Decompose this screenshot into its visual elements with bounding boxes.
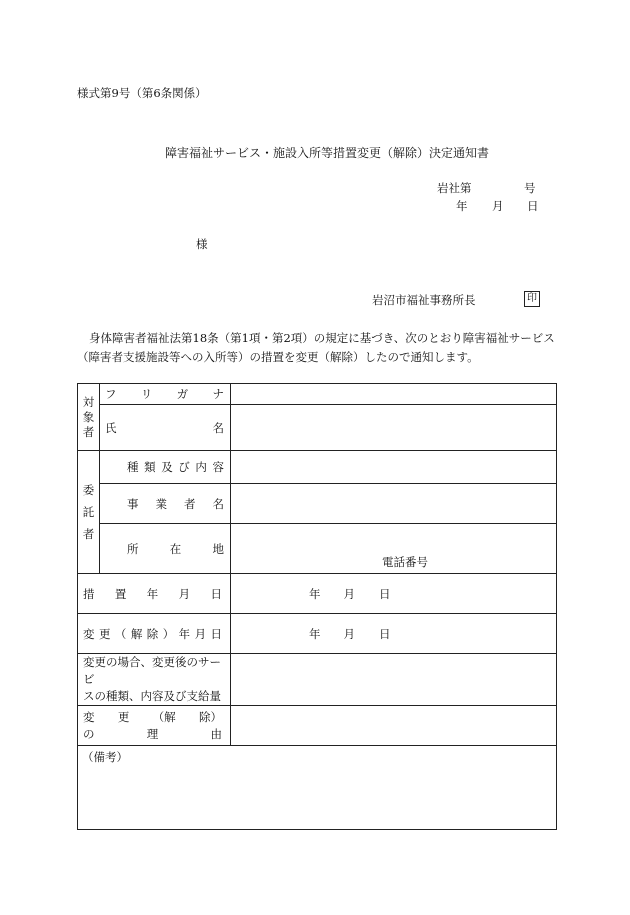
address-label: 所 在 地 — [100, 524, 231, 574]
addressee-suffix: 様 — [196, 237, 208, 251]
notice-form-table — [77, 383, 557, 830]
remarks-label: （備考） — [82, 750, 128, 764]
after-change-value[interactable] — [231, 654, 557, 706]
doc-number-suffix: 号 — [524, 181, 536, 195]
body-line-2: （障害者支援施設等への入所等）の措置を変更（解除）したので通知します。 — [77, 350, 479, 364]
doc-number-prefix: 岩社第 — [437, 181, 472, 195]
reason-value[interactable] — [231, 706, 557, 746]
after-change-label: 変更の場合、変更後のサービ スの種類、内容及び支給量 — [78, 654, 231, 706]
document-title: 障害福祉サービス・施設入所等措置変更（解除）決定通知書 — [165, 146, 490, 160]
issue-date-month: 月 — [492, 199, 504, 213]
reason-label: 変 更 （解 除） の 理 由 — [78, 706, 231, 746]
address-value[interactable] — [231, 524, 557, 574]
furigana-value[interactable] — [231, 384, 557, 405]
issue-date-day: 日 — [527, 199, 539, 213]
measure-date-value[interactable]: 年 月 日 — [231, 574, 557, 614]
name-label: 氏 名 — [100, 405, 231, 451]
change-date-label: 変 更 （ 解 除 ） 年 月 日 — [78, 614, 231, 654]
furigana-label: フ リ ガ ナ — [100, 384, 231, 405]
business-name-value[interactable] — [231, 484, 557, 524]
seal-mark: 印 — [524, 291, 540, 307]
issue-date-year: 年 — [456, 199, 468, 213]
contractor-group-label: 委託者 — [78, 451, 100, 574]
issuer-name: 岩沼市福祉事務所長 — [372, 293, 476, 307]
phone-label: 電話番号 — [382, 555, 428, 569]
business-name-label: 事 業 者 名 — [100, 484, 231, 524]
subject-group-label: 対象者 — [78, 384, 100, 451]
service-type-label: 種 類 及 び 内 容 — [100, 451, 231, 484]
remarks-field[interactable] — [78, 746, 557, 830]
measure-date-label: 措 置 年 月 日 — [78, 574, 231, 614]
change-date-value[interactable]: 年 月 日 — [231, 614, 557, 654]
service-type-value[interactable] — [231, 451, 557, 484]
form-number: 様式第9号（第6条関係） — [77, 86, 207, 100]
body-line-1: 身体障害者福祉法第18条（第1項・第2項）の規定に基づき、次のとおり障害福祉サービス — [89, 331, 555, 345]
name-value[interactable] — [231, 405, 557, 451]
